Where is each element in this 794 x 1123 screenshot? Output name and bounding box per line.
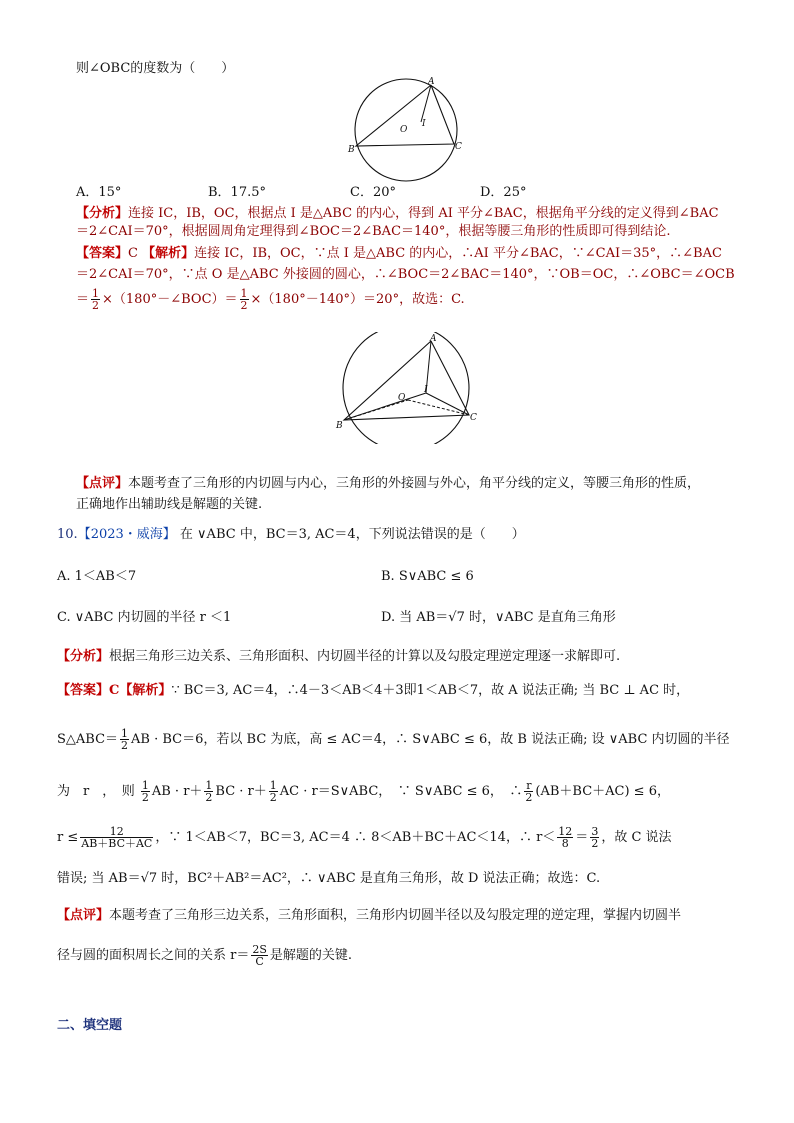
q10-analysis: [57, 648, 620, 666]
q10-comment-post: 是解题的关键.: [269, 948, 353, 963]
eq-post: ×（180°－140°）＝20°，故选：C.: [250, 292, 465, 307]
fraction-12-over-sum: [80, 826, 153, 849]
frac-den: 2: [240, 299, 248, 312]
q9-option-d: D．25°: [480, 185, 527, 200]
q10-line2-text: AB · BC＝6，若以 BC 为底，高 ≤ AC＝4，∴ S∨ABC ≤ 6，故 B 说法正确; 设 ∨ABC 内切圆的半径: [131, 732, 730, 747]
q10-line3-e: (AB＋BC＋AC) ≤ 6，: [535, 784, 670, 799]
q9-comment-line1: [76, 475, 700, 493]
q10-option-d: D. 当 AB＝√7 时，∨ABC 是直角三角形: [381, 610, 616, 625]
q10-answer-line3: [57, 780, 670, 803]
frac-num: 1: [205, 779, 213, 792]
q10-analysis-tag: 【分析】: [57, 649, 110, 664]
q9-option-c: C．20°: [350, 185, 396, 200]
fraction-2s-over-c: [251, 944, 268, 967]
q9-option-b: B．17.5°: [208, 185, 266, 200]
frac-den: 2: [141, 791, 149, 804]
frac-den: 2: [92, 299, 100, 312]
frac-den: 8: [561, 837, 569, 850]
line-oc-dashed: [408, 400, 469, 415]
label-b-2: B: [336, 421, 343, 431]
q10-analysis-text: 根据三角形三边关系、三角形面积、内切圆半径的计算以及勾股定理逆定理逐一求解即可.: [109, 649, 621, 664]
fraction-half-2: [240, 288, 249, 311]
q10-source: 【2023・威海】: [77, 527, 176, 542]
q9-comment-line2: 正确地作出辅助线是解题的关键.: [76, 497, 263, 512]
label-o-2: O: [398, 393, 406, 403]
q10-text: 在 ∨ABC 中，BC＝3, AC＝4，下列说法错误的是（ ）: [175, 527, 525, 542]
q9-answer-line1: [76, 245, 722, 263]
q10-comment-pre: 径与圆的面积周长之间的关系 r＝: [57, 948, 250, 963]
q10-line4-c: ＝: [575, 830, 589, 845]
frac-num: 2S: [252, 943, 267, 956]
frac-num: 12: [80, 826, 153, 838]
section-heading: 二、填空题: [57, 1018, 123, 1033]
q9-answer-line2: ＝2∠CAI＝70°，∵点 O 是△ABC 外接圆的圆心，∴∠BOC＝2∠BAC＝140°，∵OB＝OC，∴∠OBC＝∠OCB: [76, 267, 735, 282]
label-c: C: [455, 142, 462, 152]
q10-option-b: B. S∨ABC ≤ 6: [381, 569, 474, 584]
area-symbol: S△ABC＝: [57, 732, 119, 747]
q9-answer-line3: [76, 288, 465, 311]
answer-value: C: [128, 246, 138, 261]
frac-den: 2: [205, 791, 213, 804]
q10-line3-a: 为 r ， 则: [57, 784, 135, 799]
label-a: A: [428, 77, 435, 87]
triangle-abc-2: [344, 341, 469, 420]
line-ci: [426, 393, 469, 415]
frac-den: 2: [591, 837, 599, 850]
answer-text1: 连接 IC，IB，OC，∵点 I 是△ABC 的内心，∴AI 平分∠BAC，∵∠CAI＝35°，∴∠BAC: [194, 246, 722, 261]
q10-answer-line1: [57, 682, 689, 700]
frac-num: 1: [92, 287, 100, 300]
q10-comment-line1: [57, 907, 681, 925]
fraction-r-over-2: [524, 780, 533, 803]
line-ob-dashed: [344, 400, 408, 420]
frac-num: 3: [591, 825, 599, 838]
triangle-abc: [356, 85, 454, 146]
q10-line1: ∵ BC＝3, AC＝4，∴4－3＜AB＜4＋3即1＜AB＜7，故 A 说法正确; 当 BC ⊥ AC 时，: [171, 683, 690, 698]
label-a-2: A: [430, 334, 437, 344]
answer-tag: 【答案】: [76, 246, 129, 261]
q10-line3-d: AC · r＝S∨ABC， ∵ S∨ABC ≤ 6， ∴: [279, 784, 523, 799]
line-ai: [421, 85, 431, 122]
analysis-text: 连接 IC，IB，OC，根据点 I 是△ABC 的内心，得到 AI 平分∠BAC，根据角平分线的定义得到∠BAC: [128, 206, 719, 221]
circle-figure-1: [346, 74, 472, 184]
frac-den: 2: [269, 791, 277, 804]
frac-num: 1: [121, 727, 129, 740]
fraction-half: [204, 780, 213, 803]
q10-option-a: A. 1＜AB＜7: [57, 569, 137, 584]
q10-answer-line2: [57, 728, 730, 751]
fraction-12-over-8: [557, 826, 573, 849]
frac-den: 2: [525, 791, 533, 804]
eq-mid: ×（180°－∠BOC）＝: [102, 292, 238, 307]
q10-answer-line4: [57, 826, 672, 849]
q9-stem: 则∠OBC的度数为（ ）: [76, 61, 235, 76]
label-c-2: C: [470, 413, 477, 423]
q9-option-a: A．15°: [76, 185, 122, 200]
q10-stem: [57, 526, 525, 544]
fraction-half: [91, 288, 100, 311]
frac-den: AB＋BC＋AC: [81, 837, 153, 850]
label-i: I: [422, 119, 426, 129]
q10-answer-line5: 错误; 当 AB＝√7 时，BC²＋AB²＝AC²，∴ ∨ABC 是直角三角形，故 D 说法正确；故选：C.: [57, 871, 601, 886]
fraction-half: [120, 728, 129, 751]
analysis-tag: 【分析】: [76, 206, 129, 221]
q10-line3-c: BC · r＋: [215, 784, 267, 799]
eq-prefix: ＝: [76, 292, 90, 307]
q9-analysis-line2: ＝2∠CAI＝70°，根据圆周角定理得到∠BOC＝2∠BAC＝140°，根据等腰三角形的性质即可得到结论.: [76, 224, 671, 239]
jiexi-tag: 【解析】: [142, 246, 195, 261]
frac-den: 2: [121, 739, 129, 752]
frac-num: 1: [269, 779, 277, 792]
q10-comment-line2: [57, 944, 352, 967]
label-i-2: I: [424, 385, 428, 395]
frac-num: r: [526, 779, 532, 792]
frac-num: 1: [240, 287, 248, 300]
label-o: O: [400, 125, 408, 135]
q10-comment-text: 本题考查了三角形三边关系，三角形面积，三角形内切圆半径以及勾股定理的逆定理，掌握内切圆半: [109, 908, 682, 923]
comment-text: 本题考查了三角形的内切圆与内心，三角形的外接圆与外心，角平分线的定义，等腰三角形的性质，: [128, 476, 701, 491]
comment-tag: 【点评】: [76, 476, 129, 491]
frac-num: 1: [141, 779, 149, 792]
q9-analysis-line1: [76, 205, 719, 223]
label-b: B: [348, 145, 355, 155]
q10-comment-tag: 【点评】: [57, 908, 110, 923]
q10-answer-tag: 【答案】C【解析】: [57, 683, 172, 698]
q10-line3-b: AB · r＋: [151, 784, 203, 799]
fraction-half: [141, 780, 150, 803]
fraction-half: [269, 780, 278, 803]
q10-line4-d: ，故 C 说法: [601, 830, 672, 845]
circle-figure-2: [334, 332, 484, 444]
q10-number: 10.: [57, 527, 78, 542]
frac-num: 12: [558, 825, 573, 838]
circumcircle-2: [343, 332, 469, 444]
frac-den: C: [255, 955, 264, 968]
q10-option-c: C. ∨ABC 内切圆的半径 r ＜1: [57, 610, 232, 625]
fraction-3-over-2: [590, 826, 599, 849]
q10-line4-b: ，∵ 1＜AB＜7，BC＝3, AC＝4 ∴ 8＜AB＋BC＋AC＜14，∴ r＜: [155, 830, 556, 845]
q10-line4-a: r ≤: [57, 830, 79, 845]
